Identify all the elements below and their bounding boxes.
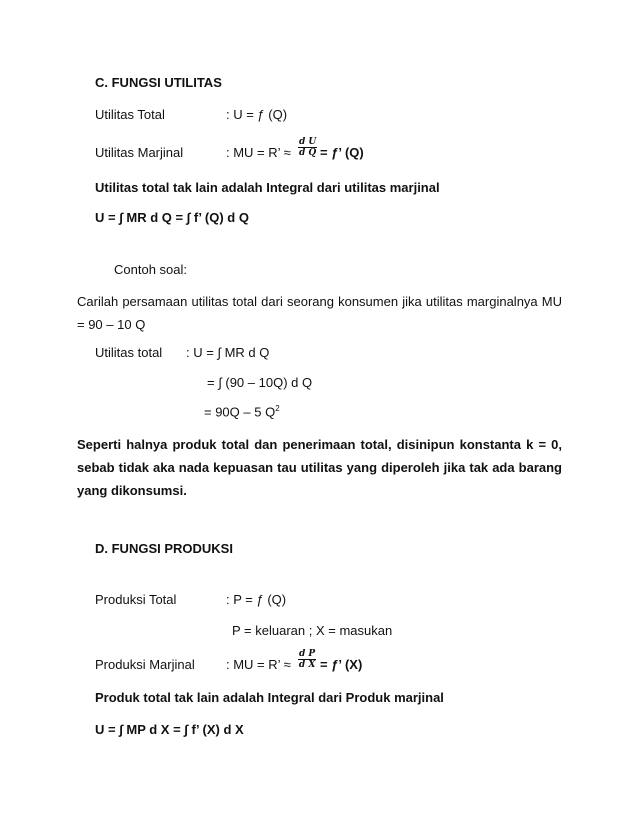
du-dq-fraction: [298, 137, 317, 158]
section-d-note: Produk total tak lain adalah Integral dari Produk marjinal: [95, 690, 444, 705]
dp-dx-fraction: [298, 649, 316, 670]
utilitas-marjinal-label: Utilitas Marjinal: [95, 145, 184, 160]
section-c-heading: C. FUNGSI UTILITAS: [95, 75, 222, 90]
solution-step-3-text: = 90Q – 5 Q: [204, 404, 276, 420]
fraction-numerator: d U: [299, 137, 317, 147]
section-c-formula: U = ∫ MR d Q = ∫ f’ (Q) d Q: [95, 210, 249, 225]
utilitas-marjinal-suffix: = ƒ’ (Q): [320, 145, 364, 160]
fraction-numerator: d P: [299, 649, 316, 659]
section-c-note: Utilitas total tak lain adalah Integral dari utilitas marjinal: [95, 180, 440, 195]
utilitas-marjinal-prefix: : MU = R’ ≈: [226, 145, 291, 160]
section-c-conclusion: Seperti halnya produk total dan penerimaan total, disinipun konstanta k = 0, sebab tidak aka nada kepuasan tau utilitas yang diperoleh jika tak ada barang yang dikonsumsi.: [77, 437, 562, 498]
section-d-formula: U = ∫ MP d X = ∫ f’ (X) d X: [95, 722, 244, 737]
utilitas-total-value: : U = ƒ (Q): [226, 107, 288, 122]
produksi-marjinal-prefix: : MU = R’ ≈: [226, 657, 291, 672]
produksi-total-label: Produksi Total: [95, 592, 177, 607]
fraction-denominator: d X: [298, 660, 316, 670]
exponent: 2: [275, 404, 280, 413]
solution-label: Utilitas total: [95, 345, 163, 360]
example-label: Contoh soal:: [114, 262, 187, 277]
solution-step-3: [204, 404, 280, 419]
fraction-denominator: d Q: [299, 148, 317, 158]
produksi-marjinal-label: Produksi Marjinal: [95, 657, 195, 672]
produksi-marjinal-suffix: = ƒ’ (X): [320, 657, 363, 672]
produksi-definition: P = keluaran ; X = masukan: [232, 623, 393, 638]
utilitas-total-label: Utilitas Total: [95, 107, 165, 122]
section-d-heading: D. FUNGSI PRODUKSI: [95, 541, 233, 556]
problem-text: Carilah persamaan utilitas total dari seorang konsumen jika utilitas marginalnya MU = 90 – 10 Q: [77, 294, 562, 332]
solution-step-1: : U = ∫ MR d Q: [186, 345, 270, 360]
produksi-total-value: : P = ƒ (Q): [226, 592, 287, 607]
solution-step-2: = ∫ (90 – 10Q) d Q: [207, 375, 313, 390]
